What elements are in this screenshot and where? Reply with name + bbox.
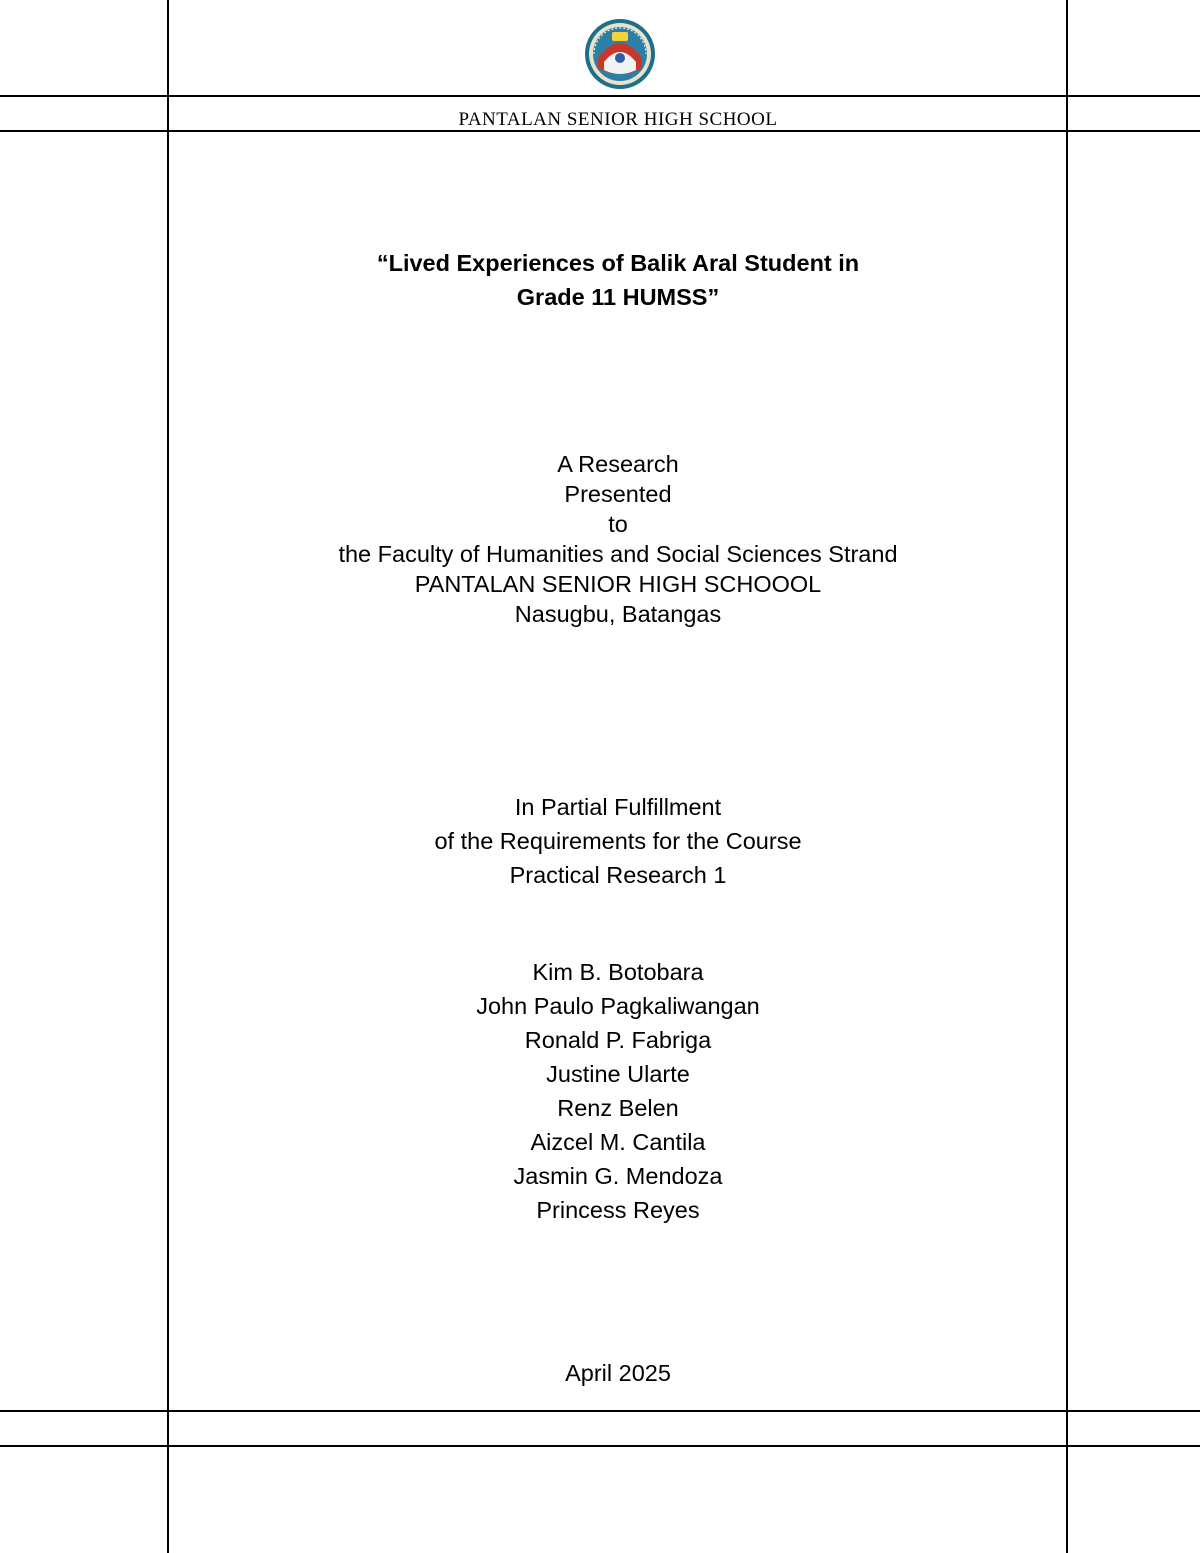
author-name: Jasmin G. Mendoza: [513, 1163, 723, 1189]
fulfillment-line: Practical Research 1: [509, 862, 727, 888]
presentation-line: A Research: [557, 451, 679, 477]
presentation-line: Presented: [564, 481, 672, 507]
presentation-line: to: [608, 511, 628, 537]
header-top-line: [0, 95, 1200, 97]
title-line-1: “Lived Experiences of Balik Aral Student in: [376, 250, 860, 276]
fulfillment-line: In Partial Fulfillment: [514, 794, 722, 820]
presentation-line: PANTALAN SENIOR HIGH SCHOOOL: [414, 571, 822, 597]
presentation-block: [168, 449, 1068, 629]
header-school-name: PANTALAN SENIOR HIGH SCHOOL: [458, 109, 778, 130]
school-seal-icon: [584, 18, 656, 90]
submission-date: April 2025: [565, 1360, 671, 1386]
authors-list: [168, 955, 1068, 1227]
fulfillment-block: [168, 790, 1068, 892]
title-line-2: Grade 11 HUMSS”: [516, 284, 720, 310]
author-name: Renz Belen: [557, 1095, 679, 1121]
author-name: Aizcel M. Cantila: [530, 1129, 706, 1155]
author-name: Kim B. Botobara: [532, 959, 704, 985]
presentation-line: Nasugbu, Batangas: [514, 601, 722, 627]
right-margin-line: [1066, 0, 1068, 1553]
author-name: Princess Reyes: [536, 1197, 700, 1223]
author-name: Ronald P. Fabriga: [524, 1027, 712, 1053]
left-margin-line: [167, 0, 169, 1553]
footer-top-line: [0, 1410, 1200, 1412]
author-name: John Paulo Pagkaliwangan: [476, 993, 760, 1019]
fulfillment-line: of the Requirements for the Course: [434, 828, 802, 854]
author-name: Justine Ularte: [546, 1061, 690, 1087]
research-title: [168, 246, 1068, 314]
presentation-line: the Faculty of Humanities and Social Sciences Strand: [338, 541, 898, 567]
footer-bottom-line: [0, 1445, 1200, 1447]
